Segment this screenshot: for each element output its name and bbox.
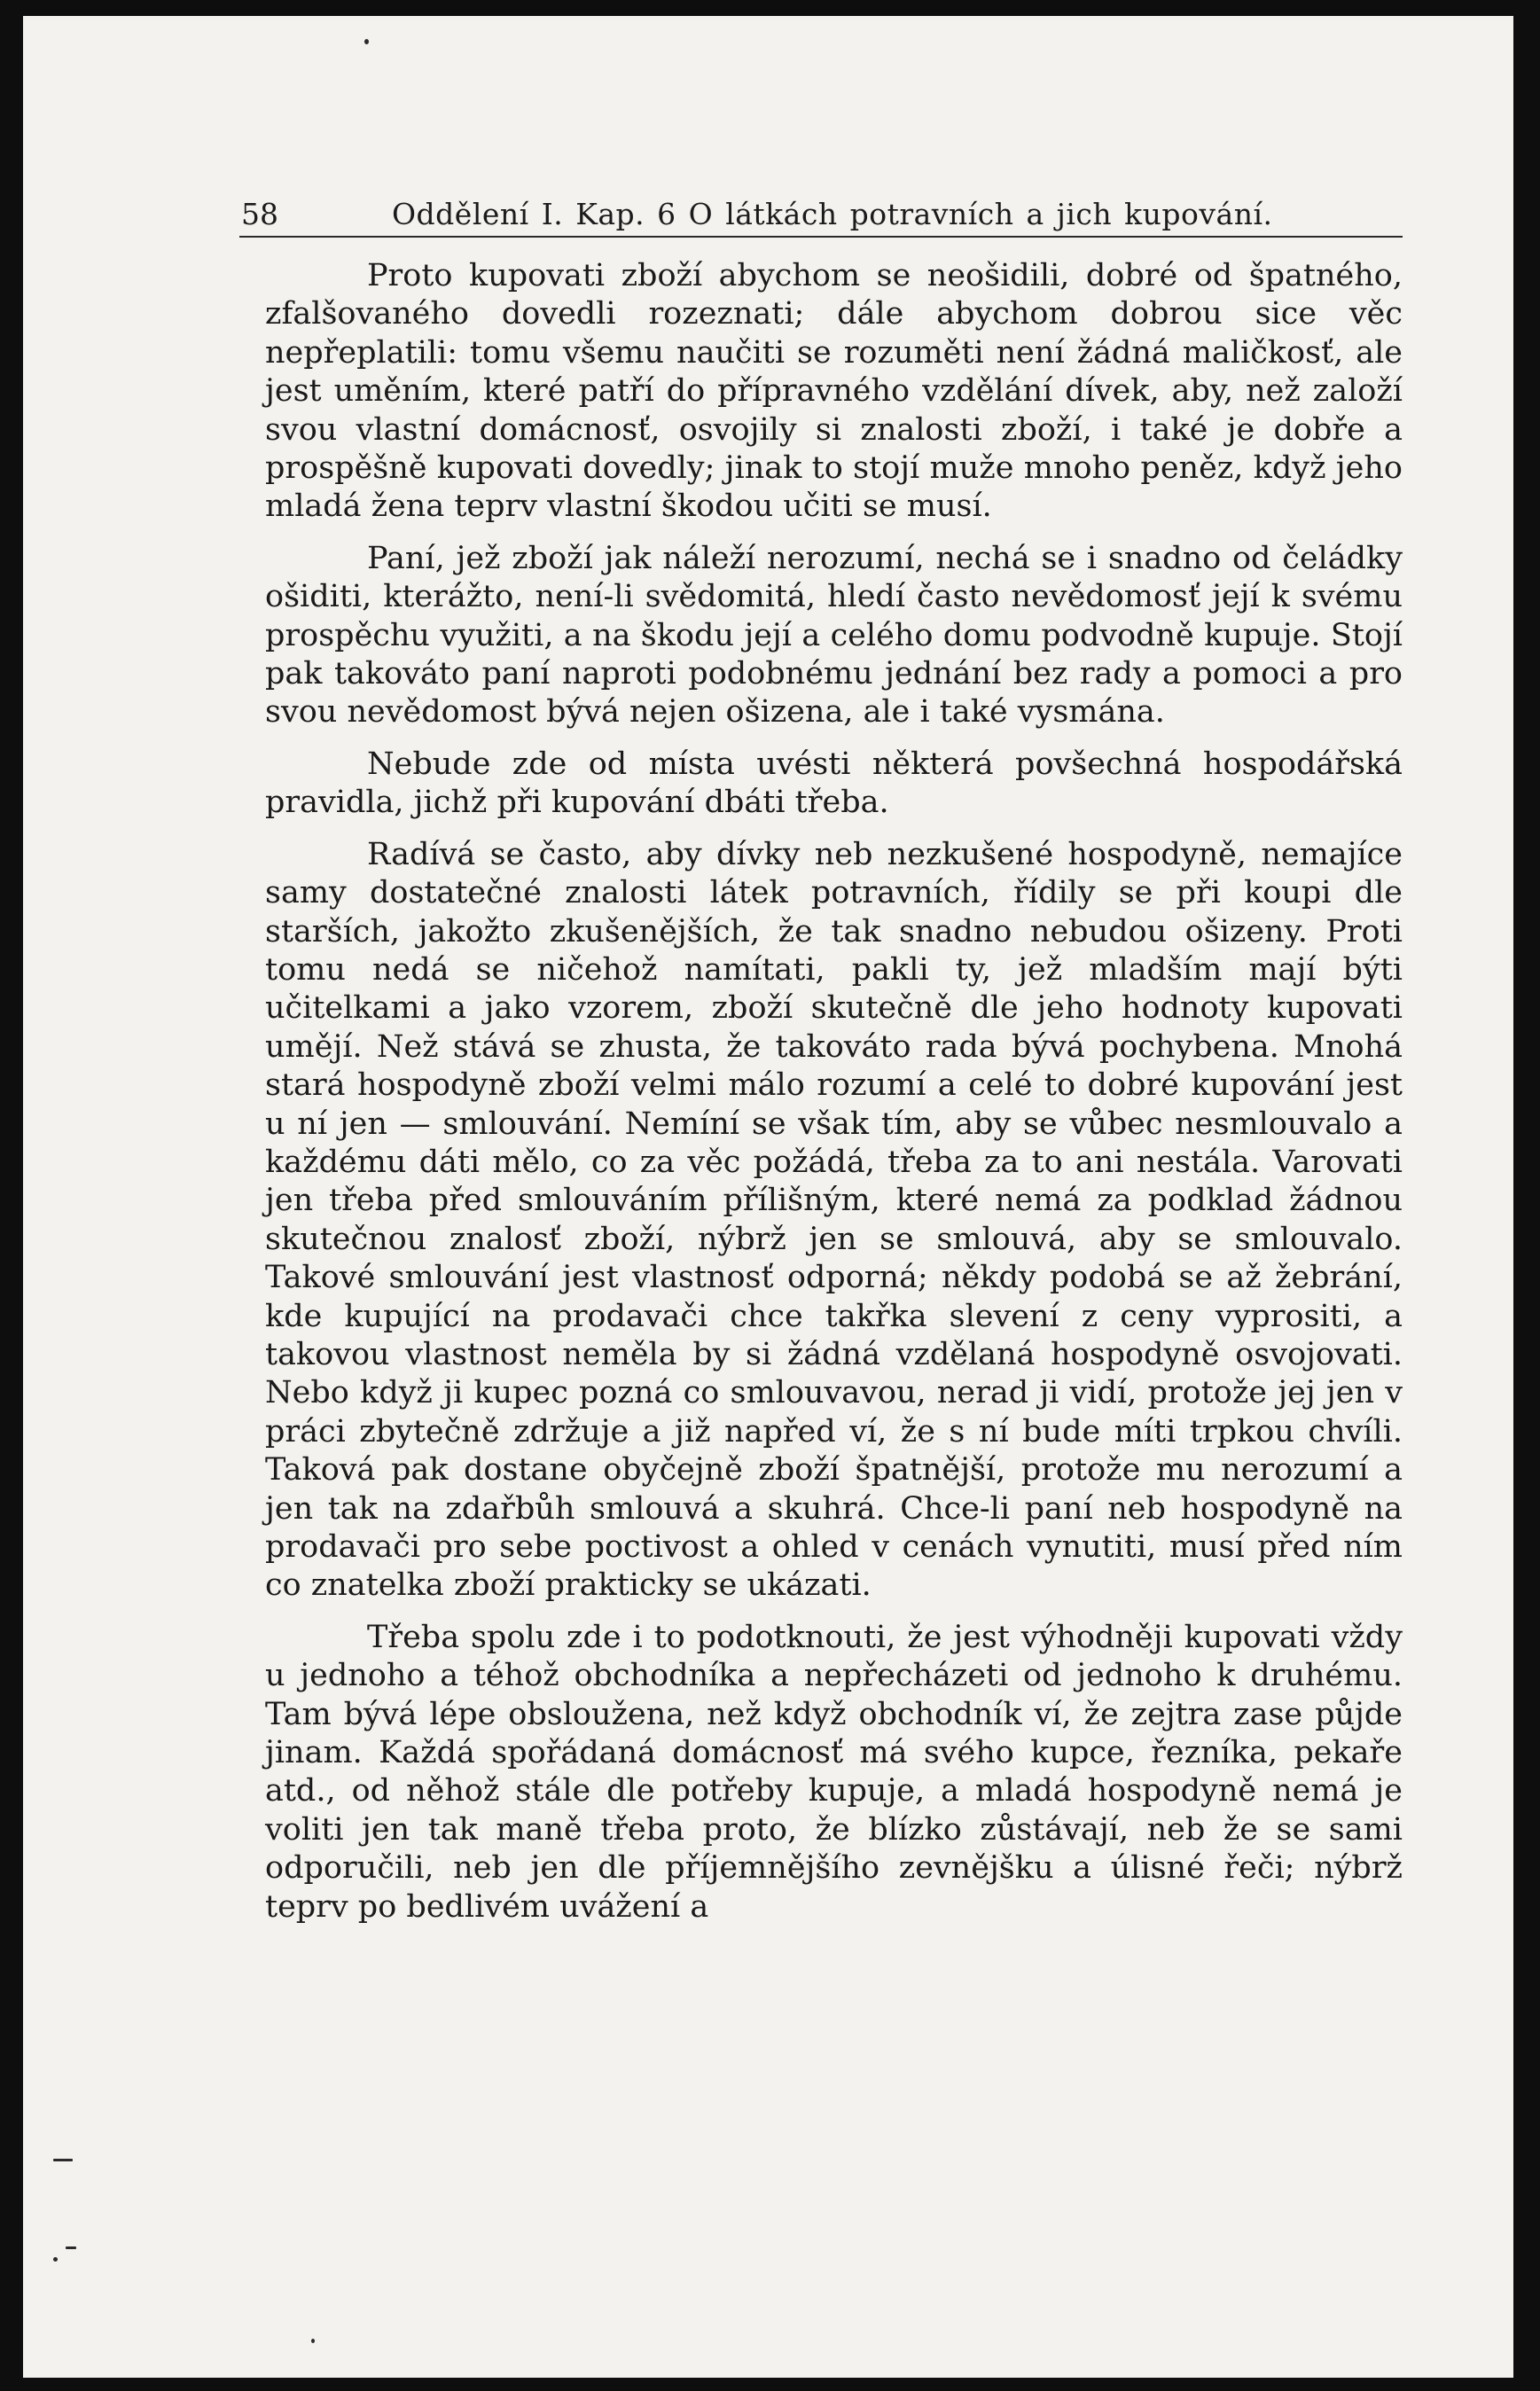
scan-speck (53, 2159, 73, 2161)
body-text (265, 257, 1403, 1926)
paragraph: Nebude zde od místa uvésti některá povšechná hospodářská pravidla, jichž při kupování dbáti třeba. (265, 746, 1403, 821)
paragraph: Třeba spolu zde i to podotknouti, že jest výhodněji kupovati vždy u jednoho a téhož obchodníka a nepřecházeti od jednoho k druhému. Tam bývá lépe obsloužena, než když obchodník ví, že zejtra zase půjde jinam. Každá spořádaná domácnosť má svého kupce, řezníka, pekaře atd., od něhož stále dle potřeby kupuje, a mladá hospodyně nemá je voliti jen tak maně třeba proto, že blízko zůstávají, neb že se sami odporučili, neb jen dle příjemnějšího zevnějšku a úlisné řeči; nýbrž teprv po bedlivém uvážení a (265, 1619, 1403, 1925)
paragraph: Paní, jež zboží jak náleží nerozumí, nechá se i snadno od čeládky ošiditi, kterážto, není-li svědomitá, hledí často nevědomosť její k svému prospěchu využiti, a na škodu její a celého domu podvodně kupuje. Stojí pak takováto paní naproti podobnému jednání bez rady a pomoci a pro svou nevědomost bývá nejen ošizena, ale i také vysmána. (265, 540, 1403, 731)
scan-speck (66, 2246, 76, 2249)
scan-speck (364, 39, 369, 44)
paragraph: Proto kupovati zboží abychom se neošidili, dobré od špatného, zfalšovaného dovedli rozeznati; dále abychom dobrou sice věc nepřeplatili: tomu všemu naučiti se rozuměti není žádná maličkosť, ale jest uměním, které patří do přípravného vzdělání dívek, aby, než založí svou vlastní domácnosť, osvojily si znalosti zboží, i také je dobře a prospěšně kupovati dovedly; jinak to stojí muže mnoho peněz, když jeho mladá žena teprv vlastní škodou učiti se musí. (265, 258, 1403, 525)
paragraph: Radívá se často, aby dívky neb nezkušené hospodyně, nemajíce samy dostatečné znalosti látek potravních, řídily se při koupi dle starších, jakožto zkušenějších, že tak snadno nebudou ošizeny. Proti tomu nedá se ničehož namítati, pakli ty, jež mladším mají býti učitelkami a jako vzorem, zboží skutečně dle jeho hodnoty kupovati umějí. Než stává se zhusta, že takováto rada bývá pochybena. Mnohá stará hospodyně zboží velmi málo rozumí a celé to dobré kupování jest u ní jen — smlouvání. Nemíní se však tím, aby se vůbec nesmlouvalo a každému dáti mělo, co za věc požádá, třeba za to ani nestála. Varovati jen třeba před smlouváním přílišným, které nemá za podklad žádnou skutečnou znalosť zboží, nýbrž jen se smlouvá, aby se smlouvalo. Takové smlouvání jest vlastnosť odporná; někdy podobá se až žebrání, kde kupující na prodavači chce takřka slevení z ceny vyprositi, a takovou vlastnost neměla by si žádná vzdělaná hospodyně osvojovati. Nebo když ji kupec pozná co smlouvavou, nerad ji vidí, protože jej jen v práci zbytečně zdržuje a již napřed ví, že s ní bude míti trpkou chvíli. Taková pak dostane obyčejně zboží špatnější, protože mu nerozumí a jen tak na zdařbůh smlouvá a skuhrá. Chce-li paní neb hospodyně na prodavači pro sebe poctivost a ohled v cenách vynutiti, musí před ním co znatelka zboží prakticky se ukázati. (265, 836, 1403, 1604)
scan-speck (311, 2339, 315, 2343)
running-header (239, 190, 1403, 238)
page-number: 58 (241, 197, 278, 231)
running-title: Oddělení I. Kap. 6 O látkách potravních a jich kupování. (392, 197, 1273, 231)
scan-speck (53, 2257, 58, 2262)
